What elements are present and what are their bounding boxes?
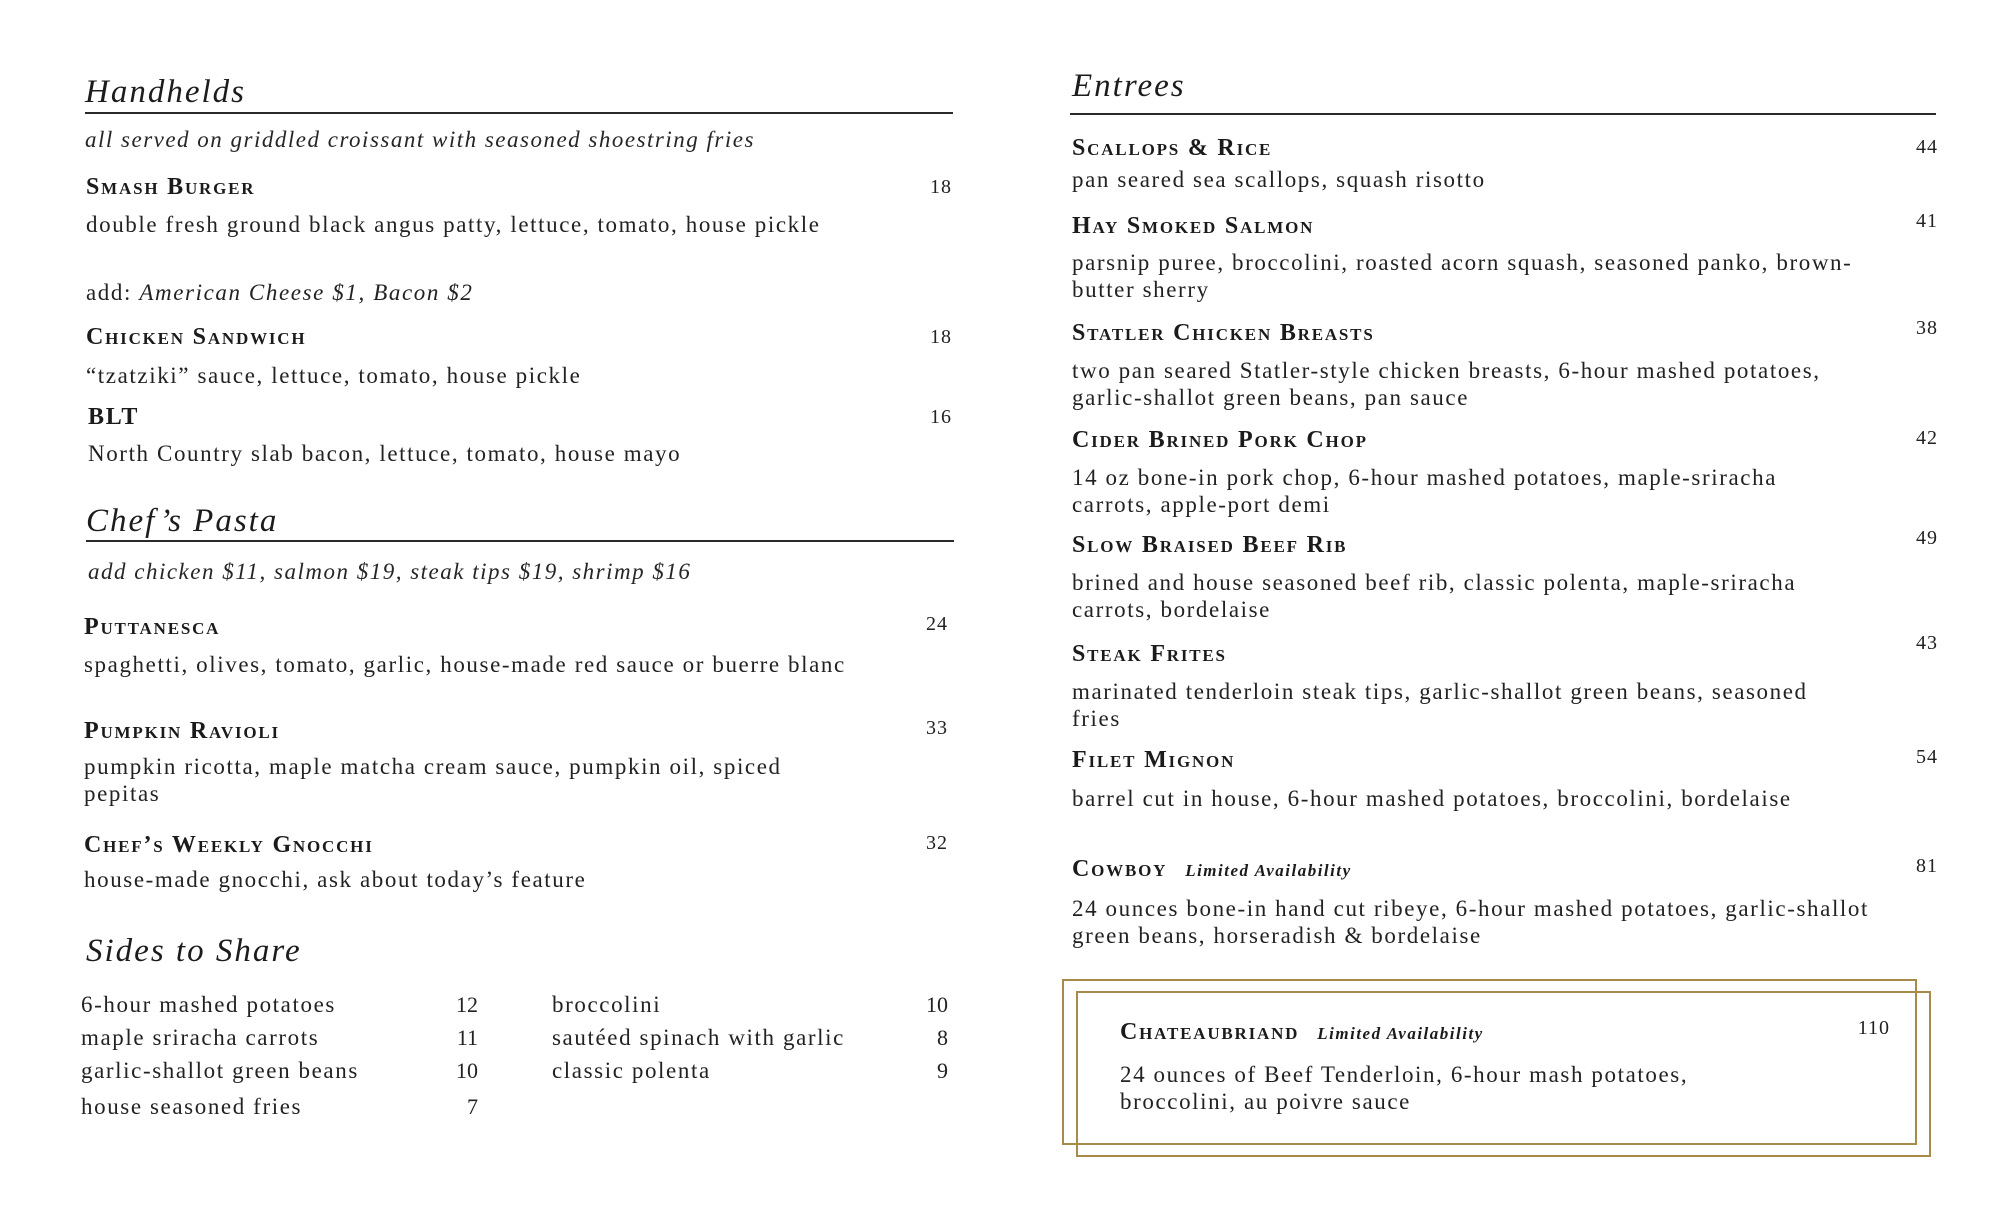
- menu-item-price: 16: [930, 406, 952, 428]
- side-item: garlic-shallot green beans: [81, 1058, 359, 1083]
- menu-item-description: 24 ounces bone-in hand cut ribeye, 6-hour mashed potatoes, garlic-shallot green beans, horseradish & bordelaise: [1072, 896, 1870, 948]
- handhelds-note: all served on griddled croissant with seasoned shoestring fries: [85, 127, 755, 152]
- item-name-text: Cowboy: [1072, 856, 1168, 882]
- addons-label: add:: [86, 280, 132, 305]
- menu-item-name: Pumpkin Ravioli: [84, 718, 280, 744]
- menu-item-addons: [86, 279, 474, 306]
- side-price: 9: [937, 1058, 948, 1083]
- menu-item-description: spaghetti, olives, tomato, garlic, house-made red sauce or buerre blanc: [84, 652, 846, 677]
- menu-item-name: Smash Burger: [86, 174, 256, 200]
- menu-item-price: 24: [926, 613, 948, 635]
- section-title-entrees: Entrees: [1072, 68, 1186, 104]
- feature-item-name: [1120, 1019, 1484, 1046]
- item-name-text: Chateaubriand: [1120, 1019, 1300, 1045]
- menu-item-price: 32: [926, 832, 948, 854]
- menu-item-price: 33: [926, 717, 948, 739]
- section-rule: [1070, 113, 1936, 115]
- limited-availability-tag: Limited Availability: [1185, 861, 1352, 880]
- menu-item-name: Slow Braised Beef Rib: [1072, 532, 1348, 558]
- menu-item-name: Filet Mignon: [1072, 747, 1236, 773]
- section-rule: [86, 540, 954, 542]
- menu-item-description: pan seared sea scallops, squash risotto: [1072, 167, 1486, 192]
- menu-item-name: Puttanesca: [84, 614, 221, 640]
- side-item: maple sriracha carrots: [81, 1025, 320, 1050]
- menu-item-price: 44: [1916, 136, 1938, 158]
- side-price: 10: [926, 992, 948, 1017]
- menu-item-price: 43: [1916, 632, 1938, 654]
- menu-item-price: 49: [1916, 527, 1938, 549]
- menu-item-name: BLT: [88, 404, 140, 430]
- menu-item-description: “tzatziki” sauce, lettuce, tomato, house pickle: [86, 363, 582, 388]
- side-price: 10: [456, 1058, 478, 1083]
- section-title-sides: Sides to Share: [86, 933, 302, 969]
- side-item: 6-hour mashed potatoes: [81, 992, 336, 1017]
- menu-item-name: [1072, 856, 1352, 883]
- section-rule: [85, 112, 953, 114]
- side-price: 8: [937, 1025, 948, 1050]
- menu-item-description: pumpkin ricotta, maple matcha cream sauce, pumpkin oil, spiced pepitas: [84, 754, 782, 806]
- menu-item-description: house-made gnocchi, ask about today’s feature: [84, 867, 587, 892]
- menu-item-description: two pan seared Statler-style chicken breasts, 6-hour mashed potatoes, garlic-shallot green beans, pan sauce: [1072, 358, 1821, 410]
- side-price: 12: [456, 992, 478, 1017]
- menu-item-name: Chicken Sandwich: [86, 324, 307, 350]
- menu-item-name: Hay Smoked Salmon: [1072, 213, 1315, 239]
- menu-item-name: Steak Frites: [1072, 641, 1227, 667]
- menu-item-price: 54: [1916, 746, 1938, 768]
- section-title-pasta: Chef’s Pasta: [86, 503, 279, 539]
- menu-item-description: barrel cut in house, 6-hour mashed potatoes, broccolini, bordelaise: [1072, 786, 1792, 811]
- side-item: broccolini: [552, 992, 662, 1017]
- addons-options: American Cheese $1, Bacon $2: [139, 280, 474, 305]
- menu-item-description: double fresh ground black angus patty, lettuce, tomato, house pickle: [86, 212, 821, 237]
- menu-item-description: 14 oz bone-in pork chop, 6-hour mashed potatoes, maple-sriracha carrots, apple-port demi: [1072, 465, 1777, 517]
- menu-item-price: 18: [930, 326, 952, 348]
- menu-item-description: marinated tenderloin steak tips, garlic-shallot green beans, seasoned fries: [1072, 679, 1808, 731]
- pasta-note: add chicken $11, salmon $19, steak tips $19, shrimp $16: [88, 559, 692, 584]
- menu-item-description: North Country slab bacon, lettuce, tomato, house mayo: [88, 441, 682, 466]
- menu-item-description: brined and house seasoned beef rib, classic polenta, maple-sriracha carrots, bordelaise: [1072, 570, 1797, 622]
- menu-item-name: Statler Chicken Breasts: [1072, 320, 1375, 346]
- menu-item-price: 41: [1916, 210, 1938, 232]
- menu-item-price: 38: [1916, 317, 1938, 339]
- feature-item-description: 24 ounces of Beef Tenderloin, 6-hour mash potatoes, broccolini, au poivre sauce: [1120, 1062, 1689, 1114]
- menu-item-price: 42: [1916, 427, 1938, 449]
- menu-item-price: 81: [1916, 855, 1938, 877]
- side-item: sautéed spinach with garlic: [552, 1025, 845, 1050]
- menu-item-name: Chef’s Weekly Gnocchi: [84, 832, 374, 858]
- menu-item-name: Scallops & Rice: [1072, 135, 1273, 161]
- menu-item-description: parsnip puree, broccolini, roasted acorn squash, seasoned panko, brown-butter sherry: [1072, 250, 1853, 302]
- menu-item-name: Cider Brined Pork Chop: [1072, 427, 1368, 453]
- menu-item-price: 18: [930, 176, 952, 198]
- side-price: 11: [456, 1025, 478, 1050]
- side-price: 7: [467, 1094, 478, 1119]
- side-item: classic polenta: [552, 1058, 711, 1083]
- side-item: house seasoned fries: [81, 1094, 303, 1119]
- section-title-handhelds: Handhelds: [85, 74, 246, 110]
- feature-item-price: 110: [1857, 1017, 1890, 1039]
- limited-availability-tag: Limited Availability: [1317, 1024, 1484, 1043]
